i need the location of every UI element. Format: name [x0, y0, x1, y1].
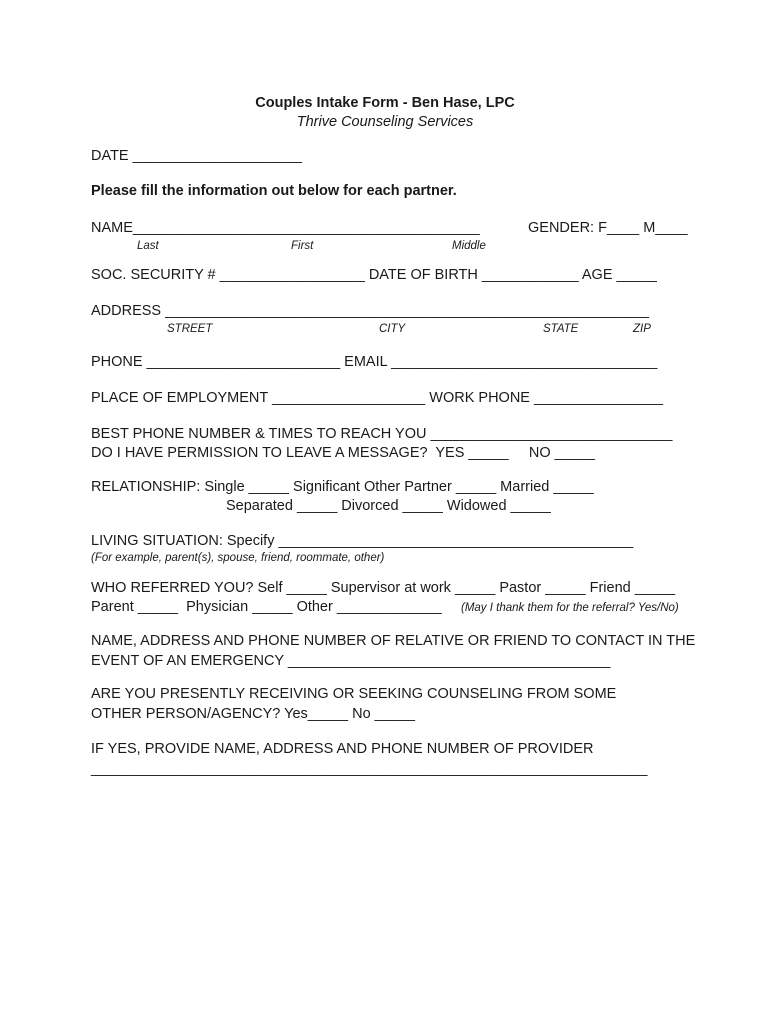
referral-field[interactable]: WHO REFERRED YOU? Self _____ Supervisor at work _____ Pastor _____ Friend _____ — [91, 580, 676, 596]
counseling-question-field[interactable]: OTHER PERSON/AGENCY? Yes_____ No _____ — [91, 706, 415, 722]
address-city-label: CITY — [379, 323, 406, 335]
provider-field[interactable]: _____________________________________________________________________ — [91, 761, 648, 777]
message-permission-field[interactable]: DO I HAVE PERMISSION TO LEAVE A MESSAGE? YES _____ NO _____ — [91, 445, 595, 461]
emergency-contact-label: NAME, ADDRESS AND PHONE NUMBER OF RELATIVE OR FRIEND TO CONTACT IN THE — [91, 633, 696, 649]
gender-field[interactable]: GENDER: F____ M____ — [528, 220, 688, 236]
relationship-field[interactable]: RELATIONSHIP: Single _____ Significant Other Partner _____ Married _____ — [91, 479, 594, 495]
address-field[interactable]: ADDRESS ____________________________________________________________ — [91, 303, 649, 319]
name-field[interactable]: NAME___________________________________________ — [91, 220, 480, 236]
address-state-label: STATE — [543, 323, 579, 335]
name-last-label: Last — [137, 240, 159, 252]
provider-label: IF YES, PROVIDE NAME, ADDRESS AND PHONE NUMBER OF PROVIDER — [91, 741, 594, 757]
emergency-contact-field[interactable]: EVENT OF AN EMERGENCY ________________________________________ — [91, 653, 611, 669]
form-subtitle: Thrive Counseling Services — [296, 114, 474, 130]
address-street-label: STREET — [167, 323, 213, 335]
living-situation-example: (For example, parent(s), spouse, friend, roommate, other) — [91, 552, 385, 564]
referral-field-cont[interactable]: Parent _____ Physician _____ Other _____________ — [91, 599, 442, 615]
phone-email-field[interactable]: PHONE ________________________ EMAIL _________________________________ — [91, 354, 658, 370]
living-situation-field[interactable]: LIVING SITUATION: Specify ____________________________________________ — [91, 533, 634, 549]
address-zip-label: ZIP — [633, 323, 651, 335]
best-phone-field[interactable]: BEST PHONE NUMBER & TIMES TO REACH YOU ______________________________ — [91, 426, 673, 442]
name-middle-label: Middle — [452, 240, 486, 252]
form-title: Couples Intake Form - Ben Hase, LPC — [255, 95, 515, 111]
instructions-text: Please fill the information out below for each partner. — [91, 183, 457, 199]
counseling-question-label: ARE YOU PRESENTLY RECEIVING OR SEEKING COUNSELING FROM SOME — [91, 686, 617, 702]
relationship-field-cont[interactable]: Separated _____ Divorced _____ Widowed _____ — [226, 498, 551, 514]
referral-note: (May I thank them for the referral? Yes/No) — [461, 602, 679, 614]
date-field[interactable]: DATE _____________________ — [91, 148, 302, 164]
name-first-label: First — [291, 240, 314, 252]
employment-field[interactable]: PLACE OF EMPLOYMENT ___________________ WORK PHONE ________________ — [91, 390, 664, 406]
ssn-dob-age-field[interactable]: SOC. SECURITY # __________________ DATE OF BIRTH ____________ AGE _____ — [91, 267, 657, 283]
